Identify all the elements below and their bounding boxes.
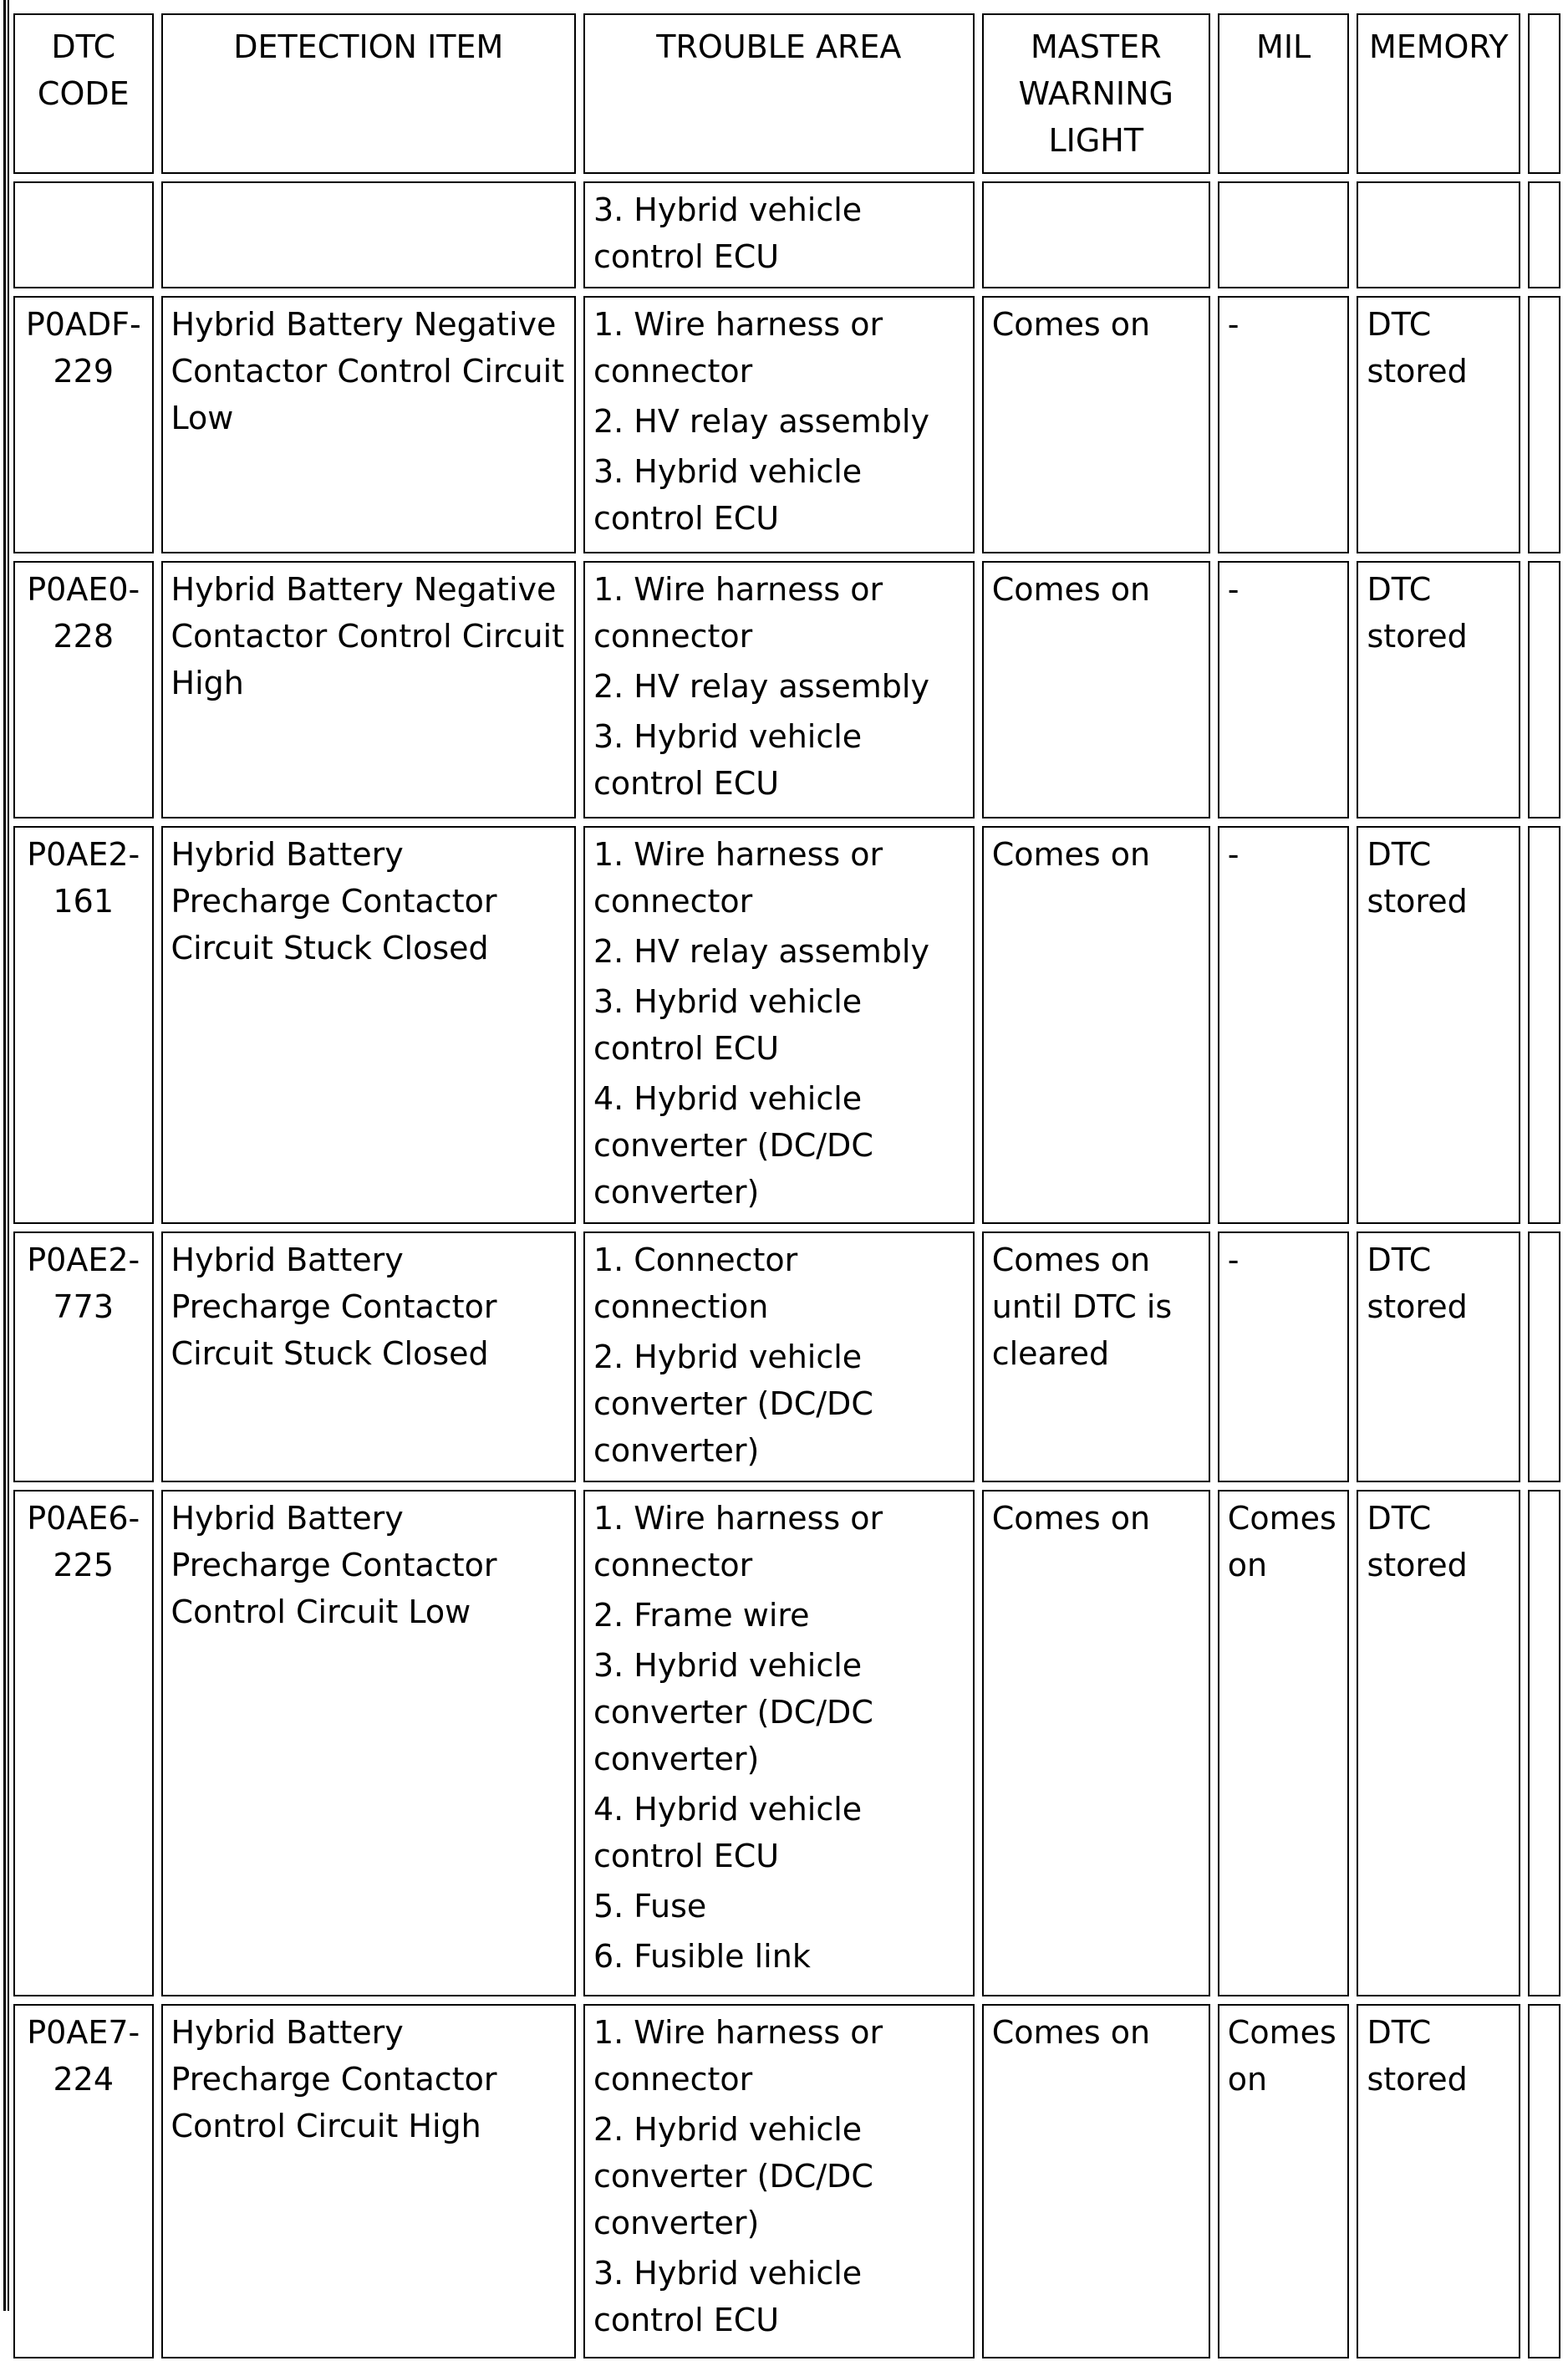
overflow-column-cell: [1528, 826, 1560, 1224]
trouble-area-cell: [583, 1231, 975, 1482]
master-warning-light-cell: Comes on: [982, 2004, 1210, 2358]
mil-cell: -: [1218, 296, 1350, 553]
header-row: [13, 13, 1560, 174]
overflow-column-cell: [1528, 181, 1560, 288]
trouble-area-item: 3. Hybrid vehicle control ECU: [593, 983, 863, 1067]
overflow-column-cell: [1528, 1231, 1560, 1482]
mil-cell: -: [1218, 1231, 1350, 1482]
table-row: [13, 296, 1560, 553]
trouble-area-item: 2. Frame wire: [593, 1597, 810, 1634]
trouble-area-item: 2. HV relay assembly: [593, 933, 929, 970]
header-master-warning-light: MASTER WARNING LIGHT: [982, 13, 1210, 174]
trouble-area-item: 2. Hybrid vehicle converter (DC/DC converter): [593, 1339, 873, 1469]
master-warning-light-cell: [982, 181, 1210, 288]
trouble-area-item: 3. Hybrid vehicle control ECU: [593, 2255, 863, 2338]
overflow-column-cell: [1528, 2004, 1560, 2358]
master-warning-light-cell: Comes on: [982, 296, 1210, 553]
trouble-area-cell: [583, 561, 975, 818]
master-warning-light-cell: Comes on: [982, 561, 1210, 818]
master-warning-light-cell: Comes on: [982, 826, 1210, 1224]
trouble-area-item: 1. Wire harness or connector: [593, 836, 883, 920]
trouble-area-item: 2. HV relay assembly: [593, 668, 929, 705]
trouble-area-item: 1. Wire harness or connector: [593, 1500, 883, 1583]
dtc-table: [6, 6, 1568, 2366]
detection-item-cell: Hybrid Battery Negative Contactor Control Circuit High: [161, 561, 576, 818]
detection-item-cell: [161, 181, 576, 288]
header-mil: MIL: [1218, 13, 1350, 174]
trouble-area-cell: [583, 1490, 975, 1996]
header-trouble-area: TROUBLE AREA: [583, 13, 975, 174]
master-warning-light-cell: Comes on: [982, 1490, 1210, 1996]
dtc-code-cell: P0AE6-225: [13, 1490, 154, 1996]
trouble-area-item: 1. Wire harness or connector: [593, 571, 883, 655]
trouble-area-item: 1. Wire harness or connector: [593, 2014, 883, 2098]
trouble-area-cell: [583, 296, 975, 553]
mil-cell: [1218, 181, 1350, 288]
trouble-area-item: 2. HV relay assembly: [593, 403, 929, 440]
master-warning-light-cell: Comes on until DTC is cleared: [982, 1231, 1210, 1482]
table-row: [13, 561, 1560, 818]
trouble-area-item: 3. Hybrid vehicle control ECU: [593, 718, 863, 802]
dtc-code-cell: P0ADF-229: [13, 296, 154, 553]
mil-cell: -: [1218, 561, 1350, 818]
trouble-area-cell: [583, 2004, 975, 2358]
header-dtc-code: DTC CODE: [13, 13, 154, 174]
table-row: [13, 181, 1560, 288]
table-row: [13, 826, 1560, 1224]
overflow-column-cell: [1528, 1490, 1560, 1996]
dtc-code-cell: [13, 181, 154, 288]
memory-cell: DTC stored: [1357, 1231, 1520, 1482]
trouble-area-item: 4. Hybrid vehicle control ECU: [593, 1791, 863, 1874]
trouble-area-cell: [583, 826, 975, 1224]
mil-cell: Comes on: [1218, 1490, 1350, 1996]
dtc-table-body: [13, 181, 1560, 2358]
trouble-area-item: 3. Hybrid vehicle converter (DC/DC converter): [593, 1647, 873, 1777]
detection-item-cell: Hybrid Battery Precharge Contactor Control Circuit High: [161, 2004, 576, 2358]
memory-cell: [1357, 181, 1520, 288]
trouble-area-item: 4. Hybrid vehicle converter (DC/DC converter): [593, 1080, 873, 1211]
memory-cell: DTC stored: [1357, 561, 1520, 818]
memory-cell: DTC stored: [1357, 826, 1520, 1224]
dtc-code-cell: P0AE7-224: [13, 2004, 154, 2358]
table-row: [13, 1490, 1560, 1996]
header-overflow-column: [1528, 13, 1560, 174]
detection-item-cell: Hybrid Battery Negative Contactor Control Circuit Low: [161, 296, 576, 553]
overflow-column-cell: [1528, 561, 1560, 818]
trouble-area-item: 3. Hybrid vehicle control ECU: [593, 453, 863, 537]
detection-item-cell: Hybrid Battery Precharge Contactor Circuit Stuck Closed: [161, 1231, 576, 1482]
table-row: [13, 2004, 1560, 2358]
table-row: [13, 1231, 1560, 1482]
trouble-area-item: 5. Fuse: [593, 1888, 707, 1925]
dtc-code-cell: P0AE0-228: [13, 561, 154, 818]
trouble-area-cell: [583, 181, 975, 288]
overflow-column-cell: [1528, 296, 1560, 553]
trouble-area-item: 2. Hybrid vehicle converter (DC/DC converter): [593, 2111, 873, 2241]
dtc-code-cell: P0AE2-161: [13, 826, 154, 1224]
mil-cell: Comes on: [1218, 2004, 1350, 2358]
memory-cell: DTC stored: [1357, 1490, 1520, 1996]
detection-item-cell: Hybrid Battery Precharge Contactor Control Circuit Low: [161, 1490, 576, 1996]
trouble-area-item: 1. Connector connection: [593, 1242, 798, 1325]
trouble-area-item: 6. Fusible link: [593, 1938, 811, 1975]
trouble-area-item: 1. Wire harness or connector: [593, 306, 883, 390]
memory-cell: DTC stored: [1357, 296, 1520, 553]
dtc-code-cell: P0AE2-773: [13, 1231, 154, 1482]
trouble-area-item: 3. Hybrid vehicle control ECU: [593, 191, 863, 275]
header-detection-item: DETECTION ITEM: [161, 13, 576, 174]
mil-cell: -: [1218, 826, 1350, 1224]
header-memory: MEMORY: [1357, 13, 1520, 174]
detection-item-cell: Hybrid Battery Precharge Contactor Circuit Stuck Closed: [161, 826, 576, 1224]
memory-cell: DTC stored: [1357, 2004, 1520, 2358]
